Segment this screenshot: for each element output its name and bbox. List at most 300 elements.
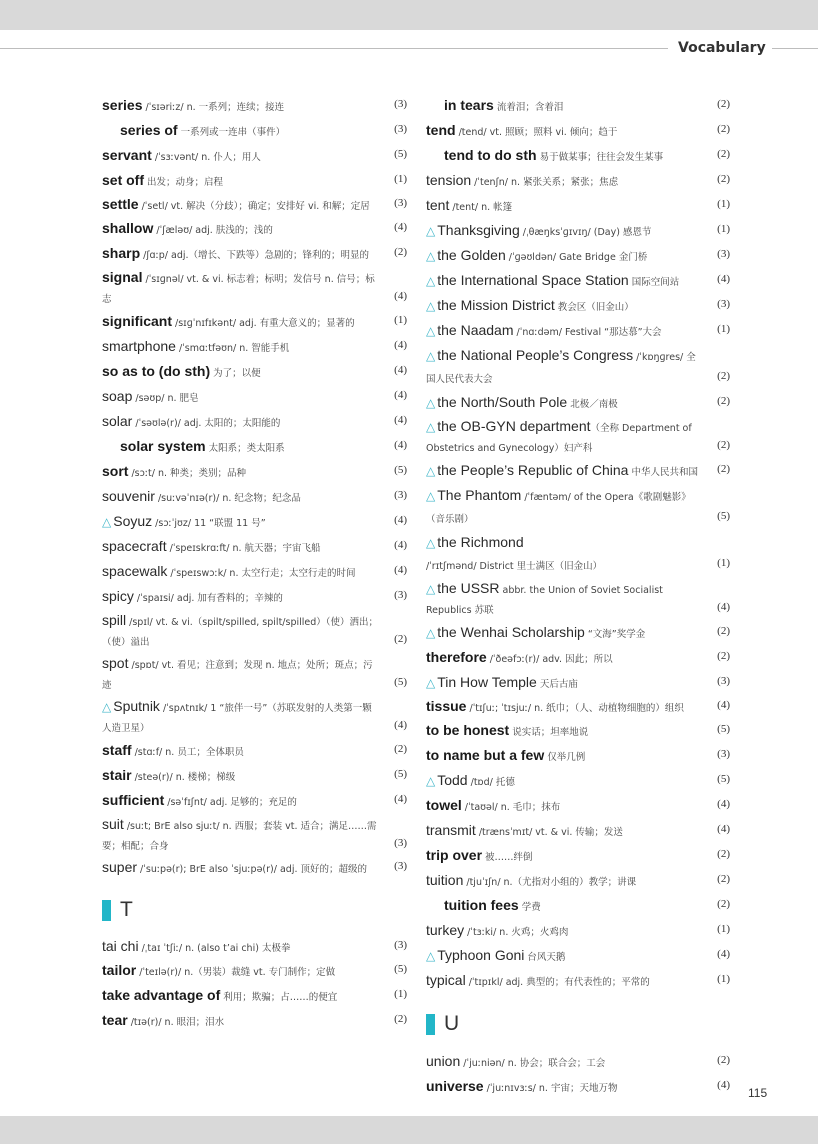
definition: /ˈspeɪskrɑːft/ n. 航天器；宇宙飞船 — [166, 543, 321, 554]
definition: “文海”奖学金 — [584, 629, 646, 640]
vocab-entry — [102, 936, 407, 959]
headword: Todd — [437, 772, 468, 788]
headword: sufficient — [102, 792, 165, 808]
definition: 利用；欺骗；占……的便宜 — [220, 992, 338, 1003]
unit-number: (3) — [394, 197, 407, 209]
unit-number: (5) — [717, 723, 730, 735]
definition: 中华人民共和国 — [628, 467, 698, 478]
unit-number: (1) — [394, 988, 407, 1000]
vocab-entry — [426, 344, 730, 391]
triangle-marker-icon: △ — [102, 700, 112, 714]
headword: towel — [426, 797, 462, 813]
headword: the Wenhai Scholarship — [437, 624, 585, 640]
unit-number: (4) — [394, 793, 407, 805]
headword: typical — [426, 972, 466, 988]
vocab-entry — [102, 310, 407, 335]
vocab-entry — [102, 144, 407, 169]
headword: the People’s Republic of China — [437, 462, 629, 478]
definition: /tend/ vt. 照顾；照料 vi. 倾向；趋于 — [455, 127, 618, 138]
definition: 教会区（旧金山） — [554, 302, 634, 313]
definition: 天后古庙 — [536, 679, 578, 690]
vocab-entry — [102, 585, 407, 610]
vocab-entry — [102, 217, 407, 242]
triangle-marker-icon: △ — [426, 299, 436, 313]
unit-number: (3) — [394, 837, 407, 849]
definition: /ˈspʌtnɪk/ 1 “旅伴一号”（苏联发射的人类第一颗人造卫星） — [102, 703, 372, 734]
definition: /ˈkɒŋɡres/ 全国人民代表大会 — [426, 352, 696, 385]
headword: souvenir — [102, 488, 155, 504]
unit-number: (4) — [717, 601, 730, 613]
definition: 仅举几例 — [544, 752, 586, 763]
vocab-entry — [102, 764, 407, 789]
definition: /stɑːf/ n. 员工；全体职员 — [131, 747, 244, 758]
definition: /ˈtaʊəl/ n. 毛巾；抹布 — [461, 802, 561, 813]
section-marker-bar — [102, 900, 111, 921]
definition: 太阳系；类太阳系 — [205, 443, 285, 454]
vocab-entry — [102, 857, 407, 880]
vocab-entry — [102, 242, 407, 267]
vocab-entry — [102, 510, 407, 535]
unit-number: (4) — [717, 273, 730, 285]
headword: tear — [102, 1012, 128, 1028]
unit-number: (4) — [717, 823, 730, 835]
headword: the International Space Station — [437, 272, 629, 288]
unit-number: (3) — [394, 860, 407, 872]
unit-number: (4) — [394, 339, 407, 351]
unit-number: (3) — [394, 489, 407, 501]
vocab-entry — [102, 739, 407, 764]
section-u-heading — [426, 1012, 730, 1036]
triangle-marker-icon: △ — [426, 582, 436, 596]
headword: the North/South Pole — [437, 394, 568, 410]
triangle-marker-icon: △ — [426, 420, 436, 434]
headword: transmit — [426, 822, 476, 838]
unit-number: (2) — [394, 1013, 407, 1025]
definition: /tɪə(r)/ n. 眼泪；泪水 — [127, 1017, 225, 1028]
triangle-marker-icon: △ — [426, 676, 436, 690]
section-t-heading — [102, 898, 407, 922]
definition: /sɔːˈjʊz/ 11 “联盟 11 号” — [152, 518, 266, 529]
unit-number: (4) — [717, 798, 730, 810]
vocab-entry — [102, 119, 407, 144]
definition: /ˈsɜːvənt/ n. 仆人；用人 — [151, 152, 261, 163]
vocab-entry — [426, 144, 730, 169]
headword: the Richmond — [437, 534, 524, 550]
definition: /spɪl/ vt. & vi.（spilt/spilled, spilt/spilled）（使）洒出；（使）溢出 — [102, 617, 379, 648]
definition: /səˈfɪʃnt/ adj. 足够的；充足的 — [164, 797, 297, 808]
unit-number: (2) — [717, 123, 730, 135]
headword: servant — [102, 147, 152, 163]
vocab-entry — [426, 1050, 730, 1075]
vocab-entry — [102, 535, 407, 560]
definition: /steə(r)/ n. 楼梯；梯级 — [131, 772, 236, 783]
vocab-entry — [102, 485, 407, 510]
vocab-entry — [426, 969, 730, 994]
headword: The Phantom — [437, 487, 522, 503]
vocab-entry — [102, 385, 407, 410]
vocab-entry — [426, 944, 730, 969]
unit-number: (3) — [394, 123, 407, 135]
unit-number: (4) — [394, 439, 407, 451]
headword: series — [102, 97, 143, 113]
definition: /spɒt/ vt. 看见；注意到；发现 n. 地点；处所；斑点；污迹 — [102, 660, 373, 691]
headword: series of — [120, 122, 178, 138]
entry-list-u — [426, 1050, 730, 1100]
headword: the Mission District — [437, 297, 555, 313]
header-rule-right — [772, 48, 818, 49]
definition: /ˈʃæləʊ/ adj. 肤浅的；浅的 — [153, 225, 273, 236]
unit-number: (1) — [394, 173, 407, 185]
unit-number: (2) — [394, 246, 407, 258]
triangle-marker-icon: △ — [426, 249, 436, 263]
definition: /ˈtɪʃuː; ˈtɪsjuː/ n. 纸巾；（人、动植物细胞的）组织 — [466, 703, 684, 714]
definition: /ˈfæntəm/ of the Opera《歌剧魅影》（音乐剧） — [426, 492, 691, 525]
unit-number: (4) — [394, 364, 407, 376]
unit-number: (5) — [394, 676, 407, 688]
headword: set off — [102, 172, 144, 188]
headword: to be honest — [426, 722, 510, 738]
unit-number: (2) — [717, 148, 730, 160]
triangle-marker-icon: △ — [426, 224, 436, 238]
unit-number: (2) — [717, 395, 730, 407]
headword: the Golden — [437, 247, 506, 263]
unit-number: (2) — [717, 98, 730, 110]
unit-number: (3) — [394, 589, 407, 601]
unit-number: (5) — [394, 768, 407, 780]
unit-number: (2) — [717, 173, 730, 185]
triangle-marker-icon: △ — [426, 396, 436, 410]
headword: spacewalk — [102, 563, 168, 579]
vocab-entry — [426, 869, 730, 894]
definition: 学费 — [518, 902, 541, 913]
unit-number: (2) — [717, 873, 730, 885]
unit-number: (5) — [394, 963, 407, 975]
section-letter: T — [120, 898, 133, 921]
vocab-entry — [102, 360, 407, 385]
unit-number: (2) — [394, 743, 407, 755]
vocab-entry — [102, 267, 407, 310]
unit-number: (3) — [717, 248, 730, 260]
unit-number: (4) — [394, 539, 407, 551]
vocab-entry — [426, 919, 730, 944]
definition: 说实话；坦率地说 — [509, 727, 589, 738]
definition: /tent/ n. 帐篷 — [449, 202, 513, 213]
definition: /ˈsəʊlə(r)/ adj. 太阳的；太阳能的 — [132, 418, 281, 429]
unit-number: (2) — [717, 463, 730, 475]
headword: tent — [426, 197, 450, 213]
triangle-marker-icon: △ — [426, 489, 436, 503]
vocab-entry — [102, 814, 407, 857]
unit-number: (1) — [717, 323, 730, 335]
definition: /ˈtɜːki/ n. 火鸡；火鸡肉 — [464, 927, 569, 938]
unit-number: (4) — [394, 719, 407, 731]
vocab-entry — [102, 169, 407, 194]
headword: tai chi — [102, 938, 139, 954]
headword: sharp — [102, 245, 141, 261]
vocab-entry — [426, 119, 730, 144]
unit-number: (2) — [717, 625, 730, 637]
definition: /suːt; BrE also sjuːt/ n. 西服；套装 vt. 适合；满足……需要；相配；合身 — [102, 821, 377, 852]
unit-number: (1) — [717, 923, 730, 935]
headword: Tin How Temple — [437, 674, 537, 690]
top-margin-bar — [0, 0, 818, 30]
vocab-entry — [102, 410, 407, 435]
vocab-entry — [102, 335, 407, 360]
headword: Sputnik — [113, 698, 160, 714]
definition: 易于做某事；往往会发生某事 — [536, 152, 664, 163]
definition: /ˈteɪlə(r)/ n.（男装）裁缝 vt. 专门制作；定做 — [136, 967, 336, 978]
vocab-entry — [426, 459, 730, 484]
unit-number: (2) — [394, 633, 407, 645]
definition: （全称 Department of Obstetrics and Gynecology）妇产科 — [426, 423, 692, 454]
definition: 国际空间站 — [628, 277, 680, 288]
headword: tailor — [102, 962, 137, 978]
headword: spacecraft — [102, 538, 167, 554]
definition: /sɔːt/ n. 种类；类别；品种 — [128, 468, 247, 479]
unit-number: (4) — [394, 564, 407, 576]
headword: suit — [102, 816, 124, 832]
vocab-entry — [426, 294, 730, 319]
headword: tuition — [426, 872, 464, 888]
vocab-entry — [426, 671, 730, 696]
entry-list-t-continued — [426, 94, 730, 994]
headword: settle — [102, 196, 139, 212]
definition: /trænsˈmɪt/ vt. & vi. 传输；发送 — [475, 827, 623, 838]
definition: /səʊp/ n. 肥皂 — [132, 393, 199, 404]
definition: /suːvəˈnɪə(r)/ n. 纪念物；纪念品 — [154, 493, 301, 504]
headword: Thanksgiving — [437, 222, 520, 238]
definition: 台风天鹅 — [524, 952, 566, 963]
triangle-marker-icon: △ — [426, 324, 436, 338]
triangle-marker-icon: △ — [426, 464, 436, 478]
unit-number: (4) — [394, 514, 407, 526]
vocab-entry — [426, 194, 730, 219]
triangle-marker-icon: △ — [102, 515, 112, 529]
definition: 北极／南极 — [567, 399, 618, 410]
headword: the USSR — [437, 580, 500, 596]
unit-number: (4) — [394, 389, 407, 401]
header-rule-left — [0, 48, 668, 49]
definition: /ˈɡəʊldən/ Gate Bridge 金门桥 — [505, 252, 648, 263]
headword: therefore — [426, 649, 487, 665]
unit-number: (2) — [717, 650, 730, 662]
unit-number: (3) — [717, 298, 730, 310]
triangle-marker-icon: △ — [426, 774, 436, 788]
unit-number: (5) — [394, 464, 407, 476]
vocab-entry — [426, 219, 730, 244]
unit-number: (3) — [394, 939, 407, 951]
vocab-entry — [102, 696, 407, 739]
right-column — [426, 94, 730, 1100]
headword: signal — [102, 269, 143, 285]
headword: solar — [102, 413, 133, 429]
vocab-entry — [426, 391, 730, 416]
unit-number: (5) — [394, 148, 407, 160]
definition: /tjuˈɪʃn/ n.（尤指对小组的）教学；讲课 — [463, 877, 637, 888]
unit-number: (1) — [717, 223, 730, 235]
unit-number: (2) — [717, 898, 730, 910]
definition: /ˈsɪəriːz/ n. 一系列；连续；接连 — [142, 102, 285, 113]
definition: /ˈtenʃn/ n. 紧张关系；紧张；焦虑 — [471, 177, 619, 188]
definition: /ˌθæŋksˈɡɪvɪŋ/ (Day) 感恩节 — [519, 227, 652, 238]
vocab-entry — [426, 844, 730, 869]
definition: /ˈnɑːdəm/ Festival “那达慕”大会 — [513, 327, 662, 338]
definition: 出发；动身；启程 — [144, 177, 224, 188]
headword: soap — [102, 388, 133, 404]
vocab-entry — [102, 1009, 407, 1034]
unit-number: (3) — [717, 675, 730, 687]
vocab-entry — [426, 744, 730, 769]
headword: turkey — [426, 922, 465, 938]
vocab-entry — [426, 769, 730, 794]
unit-number: (1) — [394, 314, 407, 326]
unit-number: (4) — [717, 948, 730, 960]
section-marker-bar — [426, 1014, 435, 1035]
unit-number: (1) — [717, 557, 730, 569]
vocab-entry — [426, 719, 730, 744]
definition: /ˈrɪtʃmənd/ District 里士满区（旧金山） — [426, 561, 603, 572]
headword: tissue — [426, 698, 467, 714]
definition: /ʃɑːp/ adj.（增长、下跌等）急剧的；锋利的；明显的 — [140, 250, 370, 261]
headword: spot — [102, 655, 129, 671]
vocab-entry — [102, 653, 407, 696]
vocab-entry — [426, 169, 730, 194]
page-number: 115 — [748, 1086, 768, 1100]
vocab-entry — [426, 244, 730, 269]
unit-number: (4) — [717, 699, 730, 711]
headword: union — [426, 1053, 461, 1069]
bottom-margin-bar — [0, 1116, 818, 1144]
headword: trip over — [426, 847, 483, 863]
unit-number: (4) — [717, 1079, 730, 1091]
definition: /ˈtɪpɪkl/ adj. 典型的；有代表性的；平常的 — [465, 977, 650, 988]
unit-number: (4) — [394, 414, 407, 426]
definition: /tɒd/ 托德 — [467, 777, 515, 788]
headword: super — [102, 859, 138, 875]
vocab-entry — [426, 646, 730, 671]
definition: abbr. the Union of Soviet Socialist Republics 苏联 — [426, 585, 663, 616]
entry-list-t — [102, 936, 407, 1034]
unit-number: (4) — [394, 221, 407, 233]
headword: tend to do sth — [444, 147, 537, 163]
headword: significant — [102, 313, 173, 329]
definition: /ˌtaɪ ˈtʃiː/ n. (also t’ai chi) 太极拳 — [138, 943, 291, 954]
vocab-entry — [426, 894, 730, 919]
headword: tuition fees — [444, 897, 519, 913]
vocab-entry — [426, 578, 730, 621]
section-letter: U — [444, 1012, 460, 1035]
definition: /ˈjuːniən/ n. 协会；联合会；工会 — [460, 1058, 606, 1069]
headword: shallow — [102, 220, 154, 236]
vocab-entry — [426, 1075, 730, 1100]
definition: 一系列或一连串（事件） — [177, 127, 286, 138]
entry-list-s — [102, 94, 407, 880]
unit-number: (3) — [394, 98, 407, 110]
headword: solar system — [120, 438, 206, 454]
headword: sort — [102, 463, 129, 479]
unit-number: (2) — [717, 848, 730, 860]
headword: smartphone — [102, 338, 176, 354]
unit-number: (4) — [394, 290, 407, 302]
vocab-entry — [426, 696, 730, 719]
definition: 为了；以便 — [210, 368, 261, 379]
headword: universe — [426, 1078, 484, 1094]
definition: 被……绊倒 — [482, 852, 533, 863]
headword: Typhoon Goni — [437, 947, 525, 963]
unit-number: (1) — [717, 198, 730, 210]
left-column — [102, 94, 407, 1034]
headword: spicy — [102, 588, 134, 604]
vocab-entry — [426, 531, 730, 578]
vocab-entry — [102, 610, 407, 653]
definition: /ˈsmɑːtfəʊn/ n. 智能手机 — [175, 343, 290, 354]
definition: /ˈspeɪswɔːk/ n. 太空行走；太空行走的时间 — [167, 568, 356, 579]
unit-number: (3) — [717, 748, 730, 760]
vocab-entry — [426, 319, 730, 344]
triangle-marker-icon: △ — [426, 949, 436, 963]
vocab-entry — [102, 435, 407, 460]
definition: /ˈsɪɡnəl/ vt. & vi. 标志着；标明；发信号 n. 信号；标志 — [102, 274, 375, 305]
triangle-marker-icon: △ — [426, 349, 436, 363]
vocab-entry — [102, 789, 407, 814]
headword: staff — [102, 742, 132, 758]
unit-number: (5) — [717, 510, 730, 522]
page-header-title: Vocabulary — [678, 40, 766, 56]
definition: /sɪɡˈnɪfɪkənt/ adj. 有重大意义的；显著的 — [172, 318, 355, 329]
headword: the National People’s Congress — [437, 347, 634, 363]
definition: 流着泪；含着泪 — [493, 102, 564, 113]
unit-number: (2) — [717, 439, 730, 451]
vocab-entry — [102, 984, 407, 1009]
headword: the OB-GYN department — [437, 418, 591, 434]
vocab-entry — [102, 959, 407, 984]
headword: stair — [102, 767, 132, 783]
definition: /ˈsuːpə(r); BrE also ˈsjuːpə(r)/ adj. 顶好的；超级的 — [137, 864, 368, 875]
triangle-marker-icon: △ — [426, 626, 436, 640]
vocab-entry — [102, 560, 407, 585]
vocab-entry — [426, 794, 730, 819]
headword: tend — [426, 122, 456, 138]
unit-number: (5) — [717, 773, 730, 785]
unit-number: (2) — [717, 370, 730, 382]
headword: in tears — [444, 97, 494, 113]
vocab-entry — [426, 819, 730, 844]
headword: to name but a few — [426, 747, 545, 763]
definition: /ˈsetl/ vt. 解决（分歧）；确定；安排好 vi. 和解；定居 — [138, 201, 370, 212]
unit-number: (1) — [717, 973, 730, 985]
vocab-entry — [102, 460, 407, 485]
vocab-entry — [426, 484, 730, 531]
triangle-marker-icon: △ — [426, 274, 436, 288]
definition: /ˈjuːnɪvɜːs/ n. 宇宙；天地万物 — [483, 1083, 618, 1094]
headword: spill — [102, 612, 127, 628]
headword: the Naadam — [437, 322, 514, 338]
vocab-entry — [426, 94, 730, 119]
vocab-entry — [102, 94, 407, 119]
definition: /ˈðeəfɔː(r)/ adv. 因此；所以 — [486, 654, 613, 665]
headword: take advantage of — [102, 987, 221, 1003]
headword: Soyuz — [113, 513, 153, 529]
triangle-marker-icon: △ — [426, 536, 436, 550]
unit-number: (2) — [717, 1054, 730, 1066]
vocab-entry — [426, 269, 730, 294]
headword: so as to (do sth) — [102, 363, 211, 379]
vocab-entry — [102, 194, 407, 217]
vocab-entry — [426, 621, 730, 646]
vocab-entry — [426, 416, 730, 459]
headword: tension — [426, 172, 472, 188]
definition: /ˈspaɪsi/ adj. 加有香料的；辛辣的 — [133, 593, 283, 604]
